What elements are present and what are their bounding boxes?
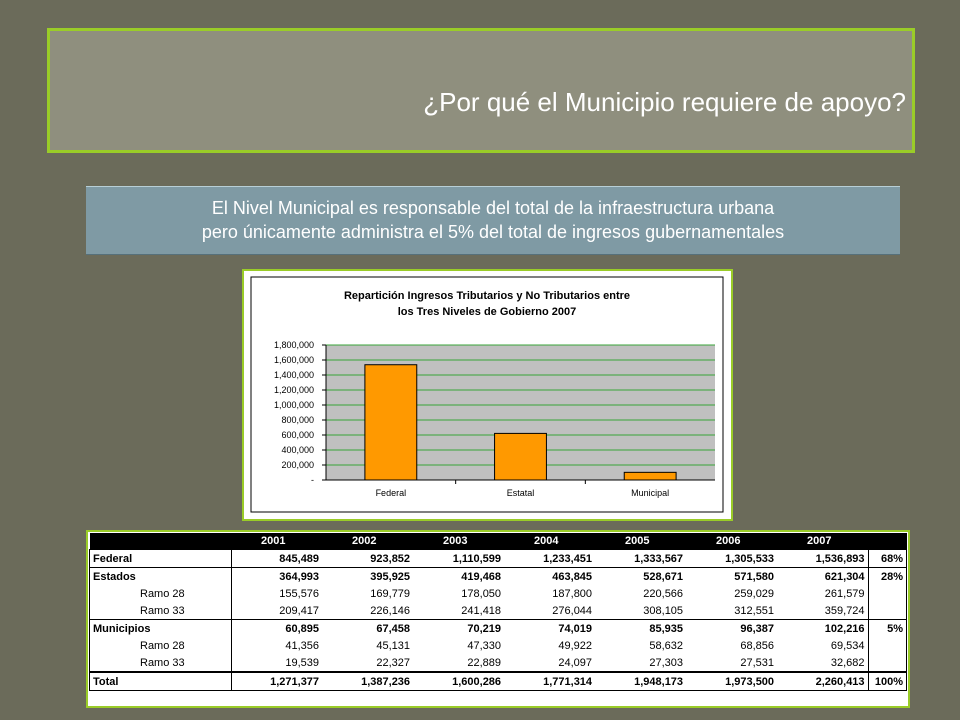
y-tick-label: 1,400,000 [273,370,314,380]
table-cell: 49,922 [558,639,593,652]
table-cell: 241,418 [461,604,502,617]
table-cell: 2,260,413 [777,672,868,691]
table-cell: 60,895 [231,620,322,638]
table-cell: 22,889 [467,656,502,669]
table-cell: 169,779 [370,587,411,600]
table-cell: 22,327 [376,656,411,669]
y-tick-label: 600,000 [281,430,314,440]
year-header: 2001 [231,533,322,550]
table-cell: 27,303 [649,656,684,669]
table-cell: 1,948,173 [595,672,686,691]
chart-title-line-1: Repartición Ingresos Tributarios y No Tributarios entre [343,290,631,302]
table-cell: 621,304 [777,568,868,586]
table-cell: 1,271,377 [231,672,322,691]
table-cell: 923,852 [322,550,413,568]
table-row [90,637,907,654]
table-cell: 419,468 [413,568,504,586]
table-cell: 528,671 [595,568,686,586]
table-cell: 259,029 [734,587,775,600]
table-cell: 364,993 [231,568,322,586]
row-label: Municipios [90,620,232,638]
year-header: 2005 [595,533,686,550]
title-panel [47,28,915,153]
table-cell: 261,579 [777,585,868,602]
y-tick-label: 400,000 [281,445,314,455]
share-cell [868,602,906,620]
table-cell: 69,534 [777,637,868,654]
table-row [90,568,907,586]
table-cell: 1,387,236 [322,672,413,691]
table-cell: 1,536,893 [777,550,868,568]
table-cell: 463,845 [504,568,595,586]
bar-chart-svg [244,271,731,519]
table-cell: 74,019 [504,620,595,638]
x-tick-label: Estatal [506,488,535,498]
share-cell [868,585,906,602]
share-cell [868,637,906,654]
table-cell: 1,771,314 [504,672,595,691]
x-tick-label: Municipal [631,488,670,498]
year-header: 2003 [413,533,504,550]
row-label: Ramo 33 [90,602,232,620]
table-cell: 209,417 [279,604,320,617]
table-cell: 359,724 [777,602,868,620]
table-cell: 96,387 [686,620,777,638]
table-cell: 41,356 [285,639,320,652]
table-cell: 58,632 [649,639,684,652]
table-header-row [90,533,907,550]
table-cell: 1,973,500 [686,672,777,691]
table-cell: 1,600,286 [413,672,504,691]
table-cell: 571,580 [686,568,777,586]
table-cell: 47,330 [467,639,502,652]
share-cell: 100% [868,672,906,691]
table-cell: 19,539 [285,656,320,669]
table-cell: 24,097 [558,656,593,669]
table-body [90,550,907,691]
header-blank [90,533,232,550]
year-header: 2006 [686,533,777,550]
table-cell: 226,146 [370,604,411,617]
table-cell: 845,489 [231,550,322,568]
share-cell: 68% [868,550,906,568]
chart-title-line-2: los Tres Niveles de Gobierno 2007 [397,306,577,318]
year-header: 2007 [777,533,868,550]
table-cell: 70,219 [413,620,504,638]
table-cell: 1,110,599 [413,550,504,568]
table-cell: 67,458 [322,620,413,638]
bar-municipal [624,472,676,480]
subtitle-panel [86,186,900,255]
y-tick-label: 1,600,000 [273,355,314,365]
table-cell: 27,531 [740,656,775,669]
table-cell: 1,305,533 [686,550,777,568]
bar-federal [365,365,417,480]
bar-estatal [495,433,547,480]
row-label: Ramo 33 [90,654,232,672]
row-label: Ramo 28 [90,585,232,602]
row-label: Total [90,672,232,691]
table-cell: 395,925 [322,568,413,586]
table-cell: 45,131 [376,639,411,652]
table-row [90,585,907,602]
year-header: 2002 [322,533,413,550]
y-tick-label: 1,000,000 [273,400,314,410]
y-tick-label: 800,000 [281,415,314,425]
bar-chart [242,269,733,521]
plot-area [274,340,715,498]
table-row [90,620,907,638]
table-cell: 102,216 [777,620,868,638]
share-cell: 5% [868,620,906,638]
table-cell: 85,935 [595,620,686,638]
subtitle-line-1: El Nivel Municipal es responsable del total de la infraestructura urbana [211,198,775,218]
y-tick-label: 200,000 [281,460,314,470]
revenue-table-panel [86,530,910,708]
table-cell: 32,682 [777,654,868,672]
table-row [90,654,907,672]
table-cell: 155,576 [279,587,320,600]
table-cell: 178,050 [461,587,502,600]
table-row [90,602,907,620]
table-cell: 1,333,567 [595,550,686,568]
table-cell: 68,856 [740,639,775,652]
share-cell [868,654,906,672]
row-label: Ramo 28 [90,637,232,654]
table-cell: 1,233,451 [504,550,595,568]
table-cell: 312,551 [734,604,775,617]
table-cell: 187,800 [552,587,593,600]
share-cell: 28% [868,568,906,586]
table-cell: 308,105 [643,604,684,617]
table-row [90,672,907,691]
table-row [90,550,907,568]
slide-title: ¿Por qué el Municipio requiere de apoyo? [423,87,906,117]
header-blank [868,533,906,550]
revenue-table [89,533,907,691]
subtitle-line-2: pero únicamente administra el 5% del total de ingresos gubernamentales [201,222,785,242]
x-tick-label: Federal [375,488,407,498]
y-tick-label: - [311,475,314,485]
y-tick-label: 1,800,000 [273,340,314,350]
table-cell: 220,566 [643,587,684,600]
row-label: Federal [90,550,232,568]
row-label: Estados [90,568,232,586]
year-header: 2004 [504,533,595,550]
y-tick-label: 1,200,000 [273,385,314,395]
table-cell: 276,044 [552,604,593,617]
